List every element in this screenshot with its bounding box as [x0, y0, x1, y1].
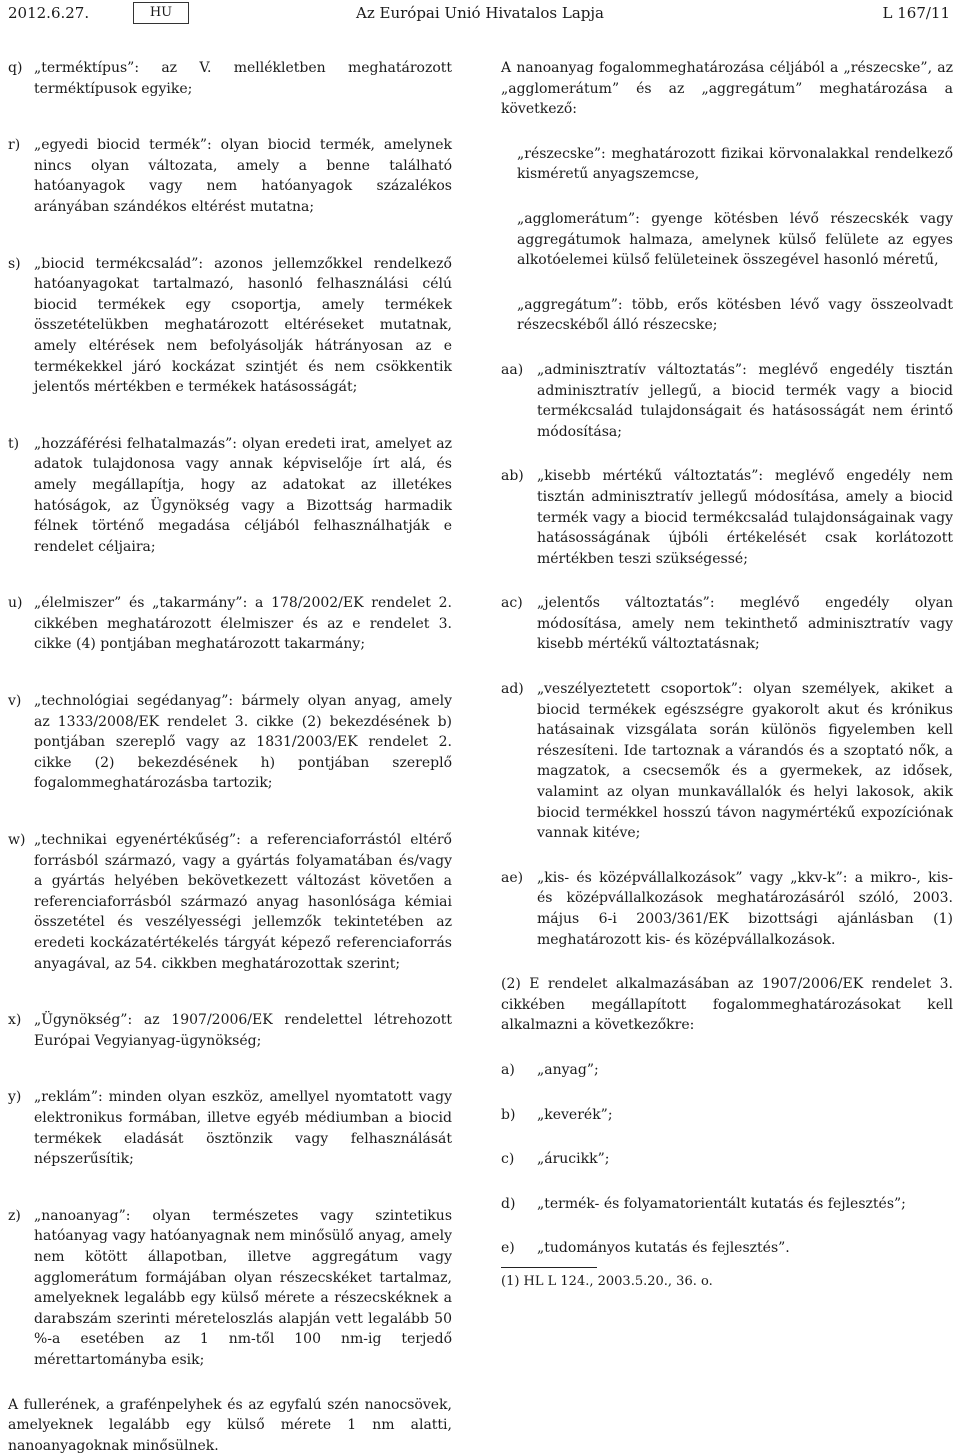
definition-ac	[501, 593, 953, 655]
journal-title: Az Európai Unió Hivatalos Lapja	[0, 4, 960, 22]
term-b	[501, 1105, 953, 1126]
item-text: „kis- és középvállalkozások” vagy „kkv-k”: a mikro-, kis- és középvállalkozások meghatározásáról szóló, 2003. május 6-i 2003/361/EK bizottsági ajánlásban (1) meghatározott kis- és középvállalkozások.	[537, 868, 953, 950]
item-label: ac)	[501, 593, 537, 655]
paragraph-2: (2) E rendelet alkalmazásában az 1907/2006/EK rendelet 3. cikkében megállapított fogalommeghatározásokat kell alkalmazni a következőkre:	[501, 974, 953, 1036]
term-a	[501, 1060, 953, 1081]
definition-q	[8, 58, 452, 99]
aggregate-definition: „aggregátum”: több, erős kötésben lévő vagy összeolvadt részecskéből álló részecske;	[501, 295, 953, 336]
item-text: „anyag”;	[537, 1060, 953, 1081]
definition-x	[8, 1010, 452, 1051]
definition-ab	[501, 466, 953, 569]
item-label: d)	[501, 1194, 537, 1215]
item-label: c)	[501, 1149, 537, 1170]
agglomerate-definition: „agglomerátum”: gyenge kötésben lévő részecskék vagy aggregátumok halmaza, amelynek külső felülete az egyes alkotóelemei külső felületeinek összegével hasonló méretű,	[501, 209, 953, 271]
item-text: „tudományos kutatás és fejlesztés”.	[537, 1238, 953, 1259]
item-label: s)	[8, 254, 34, 398]
particle-definition: „részecske”: meghatározott fizikai körvonalakkal rendelkező kisméretű anyagszemcse,	[501, 144, 953, 185]
item-text: „adminisztratív változtatás”: meglévő engedély tisztán adminisztratív jellegű, a biocid termék vagy a biocid termékcsalád tulajdonságait és hatásosságát nem érintő módosítása;	[537, 360, 953, 442]
item-label: ae)	[501, 868, 537, 950]
nanomaterial-intro: A nanoanyag fogalommeghatározása céljából a „részecske”, az „agglomerátum” és az „aggregátum” meghatározása a következő:	[501, 58, 953, 120]
item-text: „Ügynökség”: az 1907/2006/EK rendelettel létrehozott Európai Vegyianyag-ügynökség;	[34, 1010, 452, 1051]
term-e	[501, 1238, 953, 1259]
left-column	[8, 58, 452, 1456]
item-label: u)	[8, 593, 34, 655]
item-text: „termék- és folyamatorientált kutatás és fejlesztés”;	[537, 1194, 953, 1215]
page-header	[0, 0, 960, 30]
item-text: „árucikk”;	[537, 1149, 953, 1170]
definition-s	[8, 254, 452, 398]
item-text: „kisebb mértékű változtatás”: meglévő engedély nem tisztán adminisztratív jellegű módosítása, amely a biocid termék vagy a biocid termékcsalád tulajdonságainak vagy hatásosságának újbóli értékelését csak korlátozott mértékben teszi szükségessé;	[537, 466, 953, 569]
item-text: „biocid termékcsalád”: azonos jellemzőkkel rendelkező hatóanyagokat tartalmazó, hasonló felhasználási célú biocid termékek egy csoportja, amely termékek összetételükben meghatározott eltéréseket mutatnak, amely eltérések nem befolyásolják hátrányosan az e termékekkel járó kockázat szintjét és nem csökkentik jelentős mértékben e termékek hatásosságát;	[34, 254, 452, 398]
publication-date: 2012.6.27.	[8, 4, 89, 22]
item-text: „veszélyeztetett csoportok”: olyan személyek, akiket a biocid termékek egészségre gyakorolt akut és krónikus hatásainak vizsgálata során különös figyelemben kell részesíteni. Ide tartoznak a várandós és a szoptató nők, a magzatok, a csecsemők és a gyermekek, az idősek, valamint az olyan munkavállalók és helyi lakosok, akik biocid termékkel hosszú távon nagymértékű expozíciónak vannak kitéve;	[537, 679, 953, 844]
definition-w	[8, 830, 452, 974]
right-column	[501, 58, 953, 1293]
item-text: „keverék”;	[537, 1105, 953, 1126]
definition-v	[8, 691, 452, 794]
item-label: b)	[501, 1105, 537, 1126]
item-text: „technológiai segédanyag”: bármely olyan anyag, amely az 1333/2008/EK rendelet 3. cikke (2) bekezdésének b) pontjában szereplő vagy az 1831/2003/EK rendelet 2. cikke (2) bekezdésének h) pontjában szereplő fogalommeghatározásba tartozik;	[34, 691, 452, 794]
item-label: ad)	[501, 679, 537, 844]
item-text: „egyedi biocid termék”: olyan biocid termék, amelynek nincs olyan változata, amely a benne található hatóanyagok vagy nem hatóanyagok százalékos arányában szándékos eltérést mutatna;	[34, 135, 452, 217]
item-label: e)	[501, 1238, 537, 1259]
definition-y	[8, 1087, 452, 1169]
definition-t	[8, 434, 452, 558]
definition-ae	[501, 868, 953, 950]
item-text: „terméktípus”: az V. mellékletben meghatározott terméktípusok egyike;	[34, 58, 452, 99]
footnote: (1) HL L 124., 2003.5.20., 36. o.	[501, 1272, 953, 1293]
item-text: „reklám”: minden olyan eszköz, amellyel nyomtatott vagy elektronikus formában, illetve egyéb médiumban a biocid termékek eladását ösztönzik vagy felhasználását népszerűsítik;	[34, 1087, 452, 1169]
fullerene-note: A fullerének, a grafénpelyhek és az egyfalú szén nanocsövek, amelyeknek legalább egy külső mérete 1 nm alatti, nanoanyagoknak minősülnek.	[8, 1395, 452, 1456]
term-c	[501, 1149, 953, 1170]
item-text: „nanoanyag”: olyan természetes vagy szintetikus hatóanyag vagy hatóanyagnak nem minősülő anyag, amely nem kötött állapotban, illetve aggregátum vagy agglomerátum formájában olyan részecskéket tartalmaz, amelyeknek legalább egy külső mérete a részecskéknek a darabszám szerinti méreteloszlás alapján vett legalább 50 %-a esetében az 1 nm-től 100 nm-ig terjedő mérettartományba esik;	[34, 1206, 452, 1371]
definition-aa	[501, 360, 953, 442]
item-text: „technikai egyenértékűség”: a referenciaforrástól eltérő forrásból származó, vagy a gyártás folyamatában és/vagy a gyártás helyében bekövetkezett változást követően a referenciaforrásból származó anyag hasonlósága kémiai összetétel és veszélyességi jellemzők tekintetében az eredeti kockázatértékelés tárgyát képező referenciaforrás anyagával, az 54. cikkben meghatározottak szerint;	[34, 830, 452, 974]
item-label: ab)	[501, 466, 537, 569]
definition-z	[8, 1206, 452, 1371]
item-text: „hozzáférési felhatalmazás”: olyan eredeti irat, amelyet az adatok tulajdonosa vagy annak képviselője írt alá, és amely megállapítja, hogy az adatokat az illetékes hatóságok, az Ügynökség vagy a Bizottság harmadik félnek történő megadása céljából felhasználhatják e rendelet céljaira;	[34, 434, 452, 558]
item-label: z)	[8, 1206, 34, 1371]
item-label: v)	[8, 691, 34, 794]
footnote-rule	[501, 1267, 597, 1268]
language-badge: HU	[133, 2, 189, 24]
item-text: „jelentős változtatás”: meglévő engedély olyan módosítása, amely nem tekinthető adminisztratív vagy kisebb mértékű változtatásnak;	[537, 593, 953, 655]
item-label: r)	[8, 135, 34, 217]
item-label: aa)	[501, 360, 537, 442]
item-label: w)	[8, 830, 34, 974]
item-label: y)	[8, 1087, 34, 1169]
term-d	[501, 1194, 953, 1215]
definition-r	[8, 135, 452, 217]
item-label: a)	[501, 1060, 537, 1081]
item-text: „élelmiszer” és „takarmány”: a 178/2002/EK rendelet 2. cikkében meghatározott élelmiszer és az e rendelet 3. cikke (4) pontjában meghatározott takarmány;	[34, 593, 452, 655]
item-label: x)	[8, 1010, 34, 1051]
definition-u	[8, 593, 452, 655]
page-number: L 167/11	[883, 4, 951, 22]
item-label: t)	[8, 434, 34, 558]
item-label: q)	[8, 58, 34, 99]
definition-ad	[501, 679, 953, 844]
